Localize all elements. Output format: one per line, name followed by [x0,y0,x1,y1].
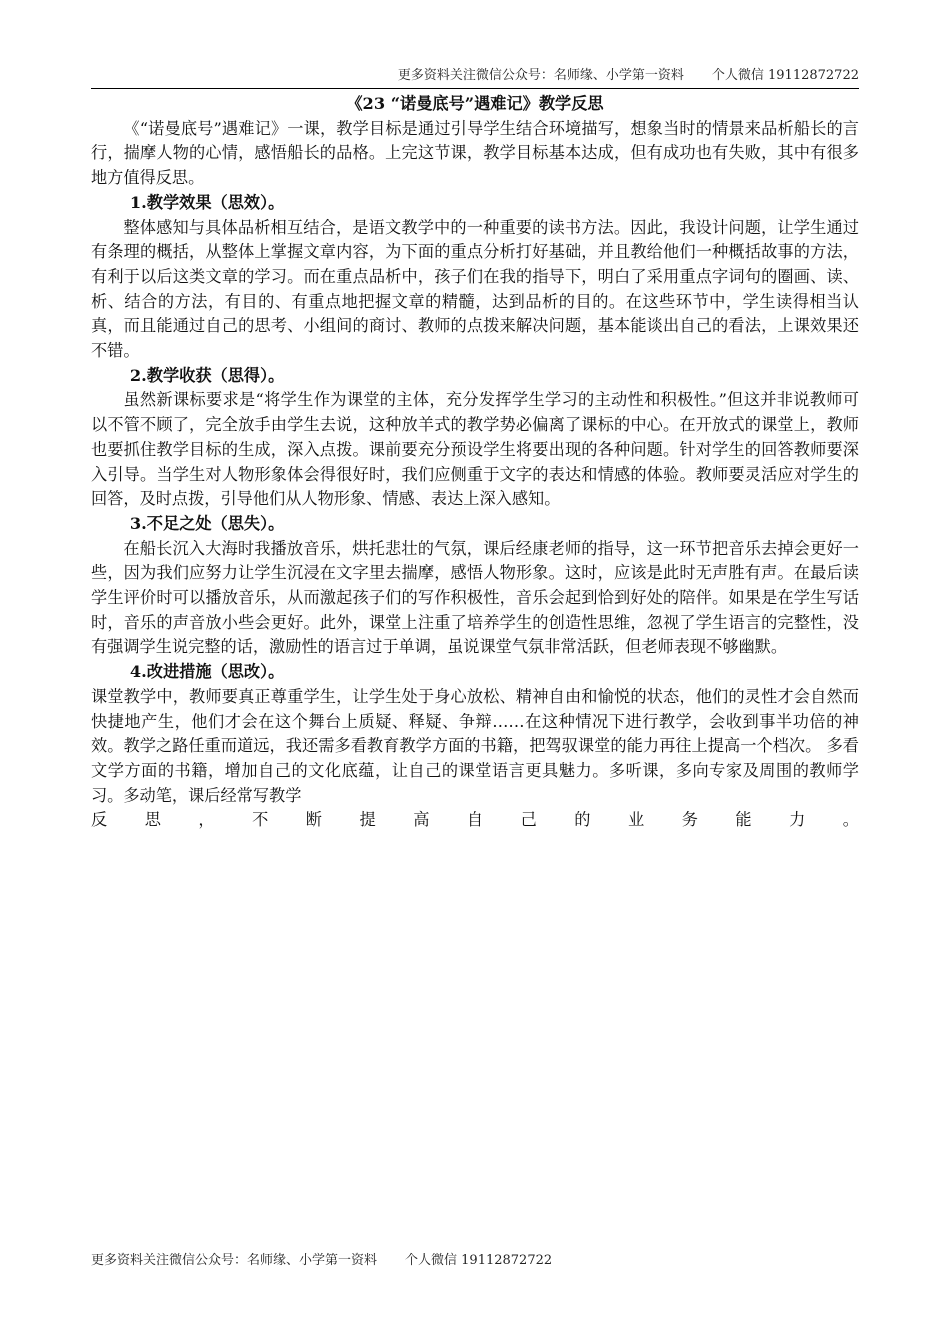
header-wechat: 个人微信 19112872722 [711,68,859,83]
section-heading-improvement: 4.改进措施（思改）。 [129,662,285,682]
section-body-improvement: 课堂教学中，教师要真正尊重学生，让学生处于身心放松、精神自由和愉悦的状态，他们的灵性才会自然而快捷地产生，他们才会在这个舞台上质疑、释疑、争辩……在这种情况下进行教学，会收到事半功倍的神效。教学之路任重而道远，我还需多看教育教学方面的书籍，把驾驭课堂的能力再往上提高一个档次。 多看文学方面的书籍，增加自己的文化底蕴，让自己的课堂语言更具魅力。多听课，多向专家及周围的教师学习。多动笔，课后经常写教学 [91,686,859,805]
section-body-shortcoming: 在船长沉入大海时我播放音乐，烘托悲壮的气氛，课后经康老师的指导，这一环节把音乐去掉会更好一些，因为我们应努力让学生沉浸在文字里去揣摩，感悟人物形象。这时，应该是此时无声胜有声。在最后读学生评价时可以播放音乐，从而激起孩子们的写作积极性，音乐会起到恰到好处的陪伴。如果是在学生写话时，音乐的声音放小些会更好。此外，课堂上注重了培养学生的创造性思维，忽视了学生语言的完整性，没有强调学生说完整的话，激励性的语言过于单调，虽说课堂气氛非常活跃，但老师表现不够幽默。 [91,538,859,657]
section-body-effect: 整体感知与具体品析相互结合，是语文教学中的一种重要的读书方法。因此，我设计问题，让学生通过有条理的概括，从整体上掌握文章内容，为下面的重点分析打好基础，并且教给他们一种概括故事的方法，有利于以后这类文章的学习。而在重点品析中，孩子们在我的指导下，明白了采用重点字词句的圈画、读、析、结合的方法，有目的、有重点地把握文章的精髓，达到品析的目的。在这些环节中，学生读得相当认真，而且能通过自己的思考、小组间的商讨、教师的点拨来解决问题，基本能谈出自己的看法，上课效果还不错。 [91,217,859,361]
section-heading-effect: 1.教学效果（思效）。 [129,192,285,212]
page-footer [91,1249,552,1268]
document-title: 《23 “诺曼底号”遇难记》教学反思 [346,94,604,113]
footer-text: 更多资料关注微信公众号：名师缘、小学第一资料 [91,1253,378,1268]
intro-paragraph: 《“诺曼底号”遇难记》一课，教学目标是通过引导学生结合环境描写，想象当时的情景来品析船长的言行，揣摩人物的心情，感悟船长的品格。上完这节课，教学目标基本达成，但有成功也有失败，其中有很多地方值得反思。 [91,118,859,188]
section-heading-shortcoming: 3.不足之处（思失）。 [129,513,285,533]
footer-wechat: 个人微信 19112872722 [405,1253,553,1268]
section-body-gain: 虽然新课标要求是“将学生作为课堂的主体，充分发挥学生学习的主动性和积极性。”但这并非说教师可以不管不顾了，完全放手由学生去说，这种放羊式的教学势必偏离了课标的中心。在开放式的课堂上，教师也要抓住教学目标的生成，深入点拨。课前要充分预设学生将要出现的各种问题。针对学生的回答教师要深入引导。当学生对人物形象体会得很好时，我们应侧重于文字的表达和情感的体验。教师要灵活应对学生的回答，及时点拨，引导他们从人物形象、情感、表达上深入感知。 [91,390,859,509]
document-body [91,92,859,833]
header-text: 更多资料关注微信公众号：名师缘、小学第一资料 [397,68,684,83]
section-body-improvement-last-line: 反思，不断提高自己的业务能力。 [91,810,859,830]
page-header [91,64,859,83]
section-heading-gain: 2.教学收获（思得）。 [129,365,285,385]
header-divider [91,88,859,89]
